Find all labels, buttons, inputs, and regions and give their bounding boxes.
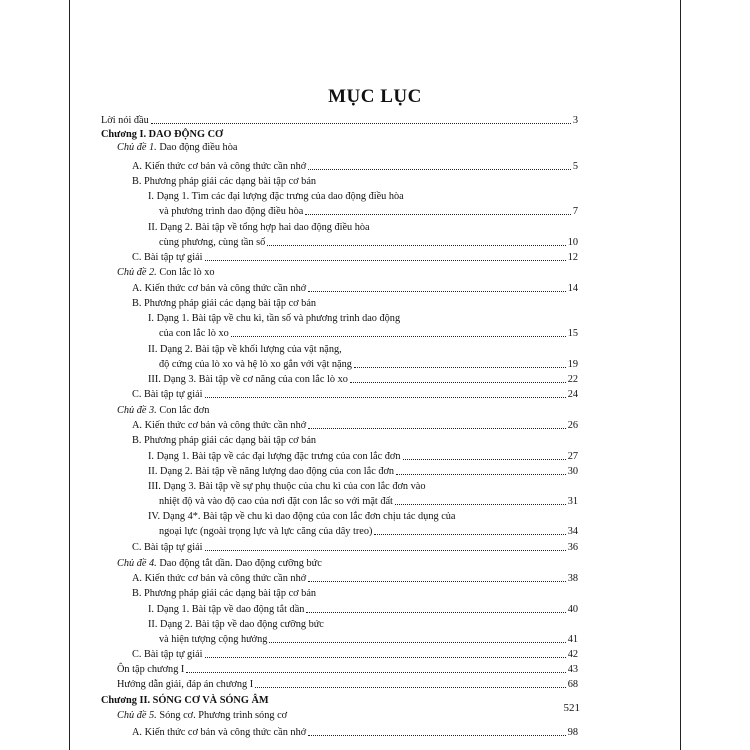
toc-entry-label: A. Kiến thức cơ bản và công thức cần nhớ [132,161,307,172]
toc-page-number: 26 [567,420,578,431]
toc-entry-label: Chương II. SÓNG CƠ VÀ SÓNG ÂM [101,695,269,706]
toc-entry-label [117,266,215,279]
toc-entry-label [117,557,322,570]
toc-entry-label: IV. Dạng 4*. Bài tập về chu kì dao động của con lắc đơn chịu tác dụng của [148,511,456,522]
dot-leader [395,504,566,505]
toc-entry-label: Chương I. DAO ĐỘNG CƠ [101,128,224,140]
toc-entry-label: A. Kiến thức cơ bản và công thức cần nhớ [132,573,307,584]
dot-leader [269,642,565,643]
toc-page-number: 42 [567,649,578,660]
toc-entry [132,726,578,739]
dot-leader [354,367,566,368]
dot-leader [308,581,566,582]
topic-title: Con lắc lò xo [159,267,215,278]
toc-page-number: 14 [567,283,578,294]
toc-entry [117,141,237,154]
toc-entry-label: II. Dạng 2. Bài tập về tổng hợp hai dao động điều hòa [148,222,370,233]
topic-prefix: Chủ đề 5. [117,710,160,721]
dot-leader [374,534,565,535]
dot-leader [308,291,566,292]
toc-entry [117,709,287,722]
topic-title: Sóng cơ. Phương trình sóng cơ [159,710,288,721]
dot-leader [205,550,566,551]
toc-entry-label: III. Dạng 3. Bài tập về cơ năng của con lắc lò xo [148,374,348,385]
toc-entry-label: B. Phương pháp giải các dạng bài tập cơ bản [132,435,317,446]
toc-entry-label: và hiện tượng cộng hưởng [159,634,268,645]
toc-entry [117,557,322,570]
dot-leader [403,459,566,460]
toc-entry-label: ngoại lực (ngoài trọng lực và lực căng của dây treo) [159,526,373,537]
toc-entry-label: B. Phương pháp giải các dạng bài tập cơ bản [132,298,317,309]
toc-entry-label: C. Bài tập tự giải [132,389,203,400]
toc-page-number: 68 [567,679,578,690]
toc-entry [132,251,578,264]
toc-entry [117,663,578,676]
toc-entry [132,572,578,585]
toc-page-number: 5 [572,161,578,172]
dot-leader [308,735,566,736]
toc-entry [148,373,578,386]
dot-leader [186,672,565,673]
toc-page-number: 30 [567,466,578,477]
toc-entry [148,618,324,631]
toc-page-number: 38 [567,573,578,584]
toc-entry [159,205,578,218]
toc-page-number: 34 [567,526,578,537]
toc-entry [148,480,426,493]
toc-page-number: 40 [567,604,578,615]
toc-entry-label: cùng phương, cùng tần số [159,237,266,248]
toc-entry [117,266,215,279]
toc-entry-label: Hướng dẫn giải, đáp án chương I [117,679,254,690]
toc-entry [148,190,404,203]
topic-title: Dao động tắt dần. Dao động cưỡng bức [159,558,322,569]
toc-page-number: 7 [572,206,578,217]
toc-entry [148,450,578,463]
toc-entry [101,128,223,141]
toc-entry-label: II. Dạng 2. Bài tập về dao động cưỡng bức [148,619,324,630]
dot-leader [396,474,566,475]
dot-leader [151,123,571,124]
topic-prefix: Chủ đề 1. [117,142,160,153]
toc-entry-label: I. Dạng 1. Bài tập về dao động tắt dần [148,604,305,615]
toc-page-number: 10 [567,237,578,248]
topic-title: Dao động điều hòa [159,142,238,153]
toc-entry-label: C. Bài tập tự giải [132,252,203,263]
toc-entry [117,678,578,691]
topic-prefix: Chủ đề 2. [117,267,160,278]
toc-entry [148,312,400,325]
dot-leader [255,687,566,688]
toc-page-number: 15 [567,328,578,339]
toc-entry-label [117,709,287,722]
toc-entry-label [117,141,237,154]
dot-leader [267,245,565,246]
toc-page-number: 27 [567,451,578,462]
toc-entry [132,160,578,173]
toc-entry [148,343,342,356]
dot-leader [205,397,566,398]
toc-entry [148,510,456,523]
toc-entry-label [117,404,209,417]
dot-leader [308,169,571,170]
toc-entry [132,434,316,447]
toc-entry [132,282,578,295]
toc-entry [132,587,316,600]
toc-entry [101,114,578,127]
toc-entry [148,465,578,478]
toc-entry [159,633,578,646]
toc-entry [117,404,209,417]
toc-entry-label: I. Dạng 1. Tìm các đại lượng đặc trưng của dao động điều hòa [148,191,404,202]
toc-entry-label: của con lắc lò xo [159,328,229,339]
dot-leader [205,657,566,658]
toc-entry-label: B. Phương pháp giải các dạng bài tập cơ bản [132,176,317,187]
toc-entry-label: I. Dạng 1. Bài tập về chu kì, tần số và phương trình dao động [148,313,401,324]
toc-page-number: 19 [567,359,578,370]
topic-title: Con lắc đơn [159,405,210,416]
toc-page-number: 41 [567,634,578,645]
toc-entry [132,175,316,188]
dot-leader [308,428,566,429]
dot-leader [231,336,566,337]
page-number: 521 [563,702,580,714]
dot-leader [350,382,566,383]
toc-page-number: 43 [567,664,578,675]
toc-entry [148,221,370,234]
toc-entry [132,541,578,554]
page-title: MỤC LỤC [328,86,422,107]
toc-entry [101,694,269,707]
toc-page-number: 12 [567,252,578,263]
toc-page-number: 36 [567,542,578,553]
toc-entry-label: nhiệt độ và vào độ cao của nơi đặt con lắc so với mặt đất [159,496,393,507]
dot-leader [205,260,566,261]
topic-prefix: Chủ đề 4. [117,558,160,569]
toc-entry-label: II. Dạng 2. Bài tập về năng lượng dao động của con lắc đơn [148,466,395,477]
toc-entry-label: Ôn tập chương I [117,664,185,675]
toc-entry [132,297,316,310]
dot-leader [305,214,571,215]
dot-leader [306,612,565,613]
toc-entry [132,419,578,432]
toc-page-number: 3 [572,115,578,126]
toc-entry [148,603,578,616]
toc-page-number: 22 [567,374,578,385]
toc-page-number: 24 [567,389,578,400]
toc-entry-label: Lời nói đầu [101,115,149,126]
toc-entry [159,358,578,371]
toc-entry [159,327,578,340]
toc-entry-label: B. Phương pháp giải các dạng bài tập cơ bản [132,588,317,599]
toc-entry-label: A. Kiến thức cơ bản và công thức cần nhớ [132,727,307,738]
toc-entry [159,525,578,538]
toc-entry-label: C. Bài tập tự giải [132,542,203,553]
toc-entry-label: C. Bài tập tự giải [132,649,203,660]
toc-page-number: 98 [567,727,578,738]
document-page [69,0,681,750]
toc-entry-label: II. Dạng 2. Bài tập về khối lượng của vật nặng, [148,344,342,355]
toc-entry [132,648,578,661]
toc-entry-label: A. Kiến thức cơ bản và công thức cần nhớ [132,420,307,431]
toc-entry [159,495,578,508]
toc-entry-label: I. Dạng 1. Bài tập về các đại lượng đặc trưng của con lắc đơn [148,451,401,462]
toc-page-number: 31 [567,496,578,507]
toc-entry-label: và phương trình dao động điều hòa [159,206,304,217]
toc-entry-label: độ cứng của lò xo và hệ lò xo gắn với vật nặng [159,359,352,370]
toc-entry [132,388,578,401]
toc-entry [159,236,578,249]
topic-prefix: Chủ đề 3. [117,405,160,416]
toc-entry-label: A. Kiến thức cơ bản và công thức cần nhớ [132,283,307,294]
toc-entry-label: III. Dạng 3. Bài tập về sự phụ thuộc của chu kì của con lắc đơn vào [148,481,426,492]
